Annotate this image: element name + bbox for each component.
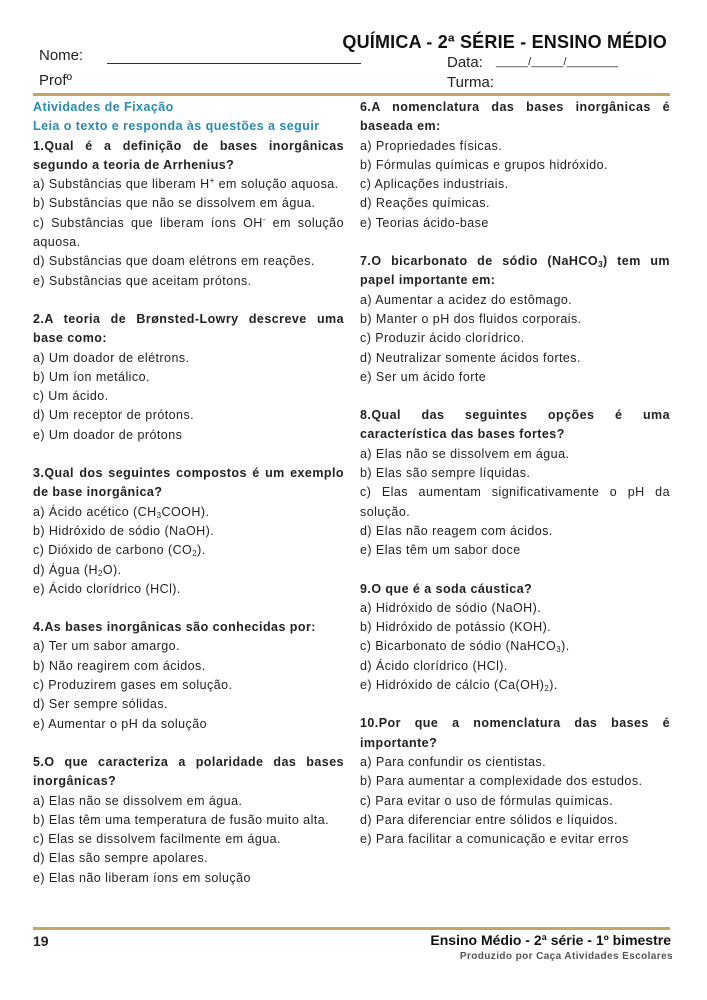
question-2-option-d[interactable]: d) Um receptor de prótons. xyxy=(33,408,195,423)
question-1-option-a[interactable]: a) Substâncias que liberam H+ em solução aquosa. xyxy=(33,176,339,192)
question-8-option-c[interactable]: c) Elas aumentam significativamente o pH da solução. xyxy=(360,485,670,519)
question-4-option-d[interactable]: d) Ser sempre sólidas. xyxy=(33,697,168,712)
name-label: Nome: xyxy=(39,47,84,64)
question-8: 8.Qual das seguintes opções é uma característica das bases fortes? xyxy=(360,408,670,442)
question-2-option-a[interactable]: a) Um doador de elétrons. xyxy=(33,350,190,365)
question-9-option-d[interactable]: d) Ácido clorídrico (HCl). xyxy=(360,658,508,673)
question-5-option-c[interactable]: c) Elas se dissolvem facilmente em água. xyxy=(33,832,281,847)
question-4-option-b[interactable]: b) Não reagirem com ácidos. xyxy=(33,658,206,673)
question-5-option-d[interactable]: d) Elas são sempre apolares. xyxy=(33,851,209,866)
question-9-option-c[interactable]: c) Bicarbonato de sódio (NaHCO$_3$). xyxy=(360,639,570,655)
question-2: 2.A teoria de Brønsted-Lowry descreve uma base como: xyxy=(33,311,344,346)
question-7-option-d[interactable]: d) Neutralizar somente ácidos fortes. xyxy=(360,350,581,365)
question-8-option-b[interactable]: b) Elas são sempre líquidas. xyxy=(360,466,531,481)
question-5-option-b[interactable]: b) Elas têm uma temperatura de fusão muito alta. xyxy=(33,812,330,827)
question-7: 7.O bicarbonato de sódio (NaHCO$_3$) tem um papel importante em: xyxy=(360,254,670,288)
question-8-option-e[interactable]: e) Elas têm um sabor doce xyxy=(360,543,521,558)
question-1: 1.Qual é a definição de bases inorgânicas segundo a teoria de Arrhenius? xyxy=(33,138,344,172)
section-heading: Atividades de Fixação xyxy=(33,100,174,114)
question-6-option-a[interactable]: a) Propriedades físicas. xyxy=(360,138,503,153)
footer-title: Ensino Médio - 2ª série - 1º bimestre xyxy=(430,932,671,948)
question-6-option-c[interactable]: c) Aplicações industriais. xyxy=(360,177,509,192)
question-10-option-c[interactable]: c) Para evitar o uso de fórmulas químicas. xyxy=(360,793,614,808)
question-1-option-c[interactable]: c) Substâncias que liberam íons OH- em solução aquosa. xyxy=(33,214,344,250)
question-6: 6.A nomenclatura das bases inorgânicas é baseada em: xyxy=(360,100,670,134)
class-label: Turma: xyxy=(447,74,494,91)
name-blank-line[interactable] xyxy=(107,50,361,64)
question-9-option-b[interactable]: b) Hidróxido de potássio (KOH). xyxy=(360,620,552,635)
question-3-option-e[interactable]: e) Ácido clorídrico (HCl). xyxy=(33,581,181,596)
question-10-option-a[interactable]: a) Para confundir os cientistas. xyxy=(360,754,547,769)
question-9-option-e[interactable]: e) Hidróxido de cálcio $(Ca(OH)_2)$. xyxy=(360,678,558,694)
question-6-option-e[interactable]: e) Teorias ácido-base xyxy=(360,215,489,230)
question-4-option-c[interactable]: c) Produzirem gases em solução. xyxy=(33,678,233,693)
question-7-option-a[interactable]: a) Aumentar a acidez do estômago. xyxy=(360,292,573,307)
question-5-option-a[interactable]: a) Elas não se dissolvem em água. xyxy=(33,793,243,808)
question-7-option-e[interactable]: e) Ser um ácido forte xyxy=(360,369,487,384)
question-4-option-e[interactable]: e) Aumentar o pH da solução xyxy=(33,716,208,731)
question-4: 4.As bases inorgânicas são conhecidas por: xyxy=(33,620,316,635)
date-blank[interactable]: _____/_____/________ xyxy=(496,56,619,68)
teacher-label: Profº xyxy=(39,72,72,89)
question-10: 10.Por que a nomenclatura das bases é importante? xyxy=(360,716,670,750)
question-3-option-d[interactable]: d) Água $(H_2O)$. xyxy=(33,562,122,578)
question-4-option-a[interactable]: a) Ter um sabor amargo. xyxy=(33,639,180,654)
question-10-option-e[interactable]: e) Para facilitar a comunicação e evitar erros xyxy=(360,832,629,847)
page-number: 19 xyxy=(33,933,49,949)
question-6-option-d[interactable]: d) Reações químicas. xyxy=(360,196,490,211)
question-1-option-d[interactable]: d) Substâncias que doam elétrons em reações. xyxy=(33,254,315,269)
question-10-option-d[interactable]: d) Para diferenciar entre sólidos e líquidos. xyxy=(360,812,618,827)
question-3-option-a[interactable]: a) Ácido acético $(CH_3COOH)$. xyxy=(33,504,210,520)
question-1-option-b[interactable]: b) Substâncias que não se dissolvem em água. xyxy=(33,196,316,211)
question-7-option-c[interactable]: c) Produzir ácido clorídrico. xyxy=(360,331,525,346)
question-3: 3.Qual dos seguintes compostos é um exemplo de base inorgânica? xyxy=(33,466,344,500)
question-3-option-c[interactable]: c) Dióxido de carbono $(CO_2)$. xyxy=(33,543,206,559)
question-9: 9.O que é a soda cáustica? xyxy=(360,581,533,596)
page-title: QUÍMICA - 2ª SÉRIE - ENSINO MÉDIO xyxy=(342,32,667,52)
question-6-option-b[interactable]: b) Fórmulas químicas e grupos hidróxido. xyxy=(360,157,608,172)
question-2-option-e[interactable]: e) Um doador de prótons xyxy=(33,427,183,442)
header-divider xyxy=(33,93,670,96)
question-7-option-b[interactable]: b) Manter o pH dos fluidos corporais. xyxy=(360,311,582,326)
right-column xyxy=(360,98,670,849)
question-8-option-d[interactable]: d) Elas não reagem com ácidos. xyxy=(360,523,553,538)
question-1-option-e[interactable]: e) Substâncias que aceitam prótons. xyxy=(33,273,252,288)
question-10-option-b[interactable]: b) Para aumentar a complexidade dos estudos. xyxy=(360,774,643,789)
footer-divider xyxy=(33,927,670,930)
date-label: Data: xyxy=(447,54,483,71)
question-2-option-c[interactable]: c) Um ácido. xyxy=(33,389,109,404)
question-5-option-e[interactable]: e) Elas não liberam íons em solução xyxy=(33,870,251,885)
question-9-option-a[interactable]: a) Hidróxido de sódio (NaOH). xyxy=(360,600,542,615)
question-3-option-b[interactable]: b) Hidróxido de sódio (NaOH). xyxy=(33,523,215,538)
instruction-text: Leia o texto e responda às questões a seguir xyxy=(33,119,320,134)
question-5: 5.O que caracteriza a polaridade das bases inorgânicas? xyxy=(33,754,344,789)
question-2-option-b[interactable]: b) Um íon metálico. xyxy=(33,369,150,384)
question-8-option-a[interactable]: a) Elas não se dissolvem em água. xyxy=(360,446,570,461)
footer-credit: Produzido por Caça Atividades Escolares xyxy=(459,951,673,962)
left-column xyxy=(33,98,344,888)
